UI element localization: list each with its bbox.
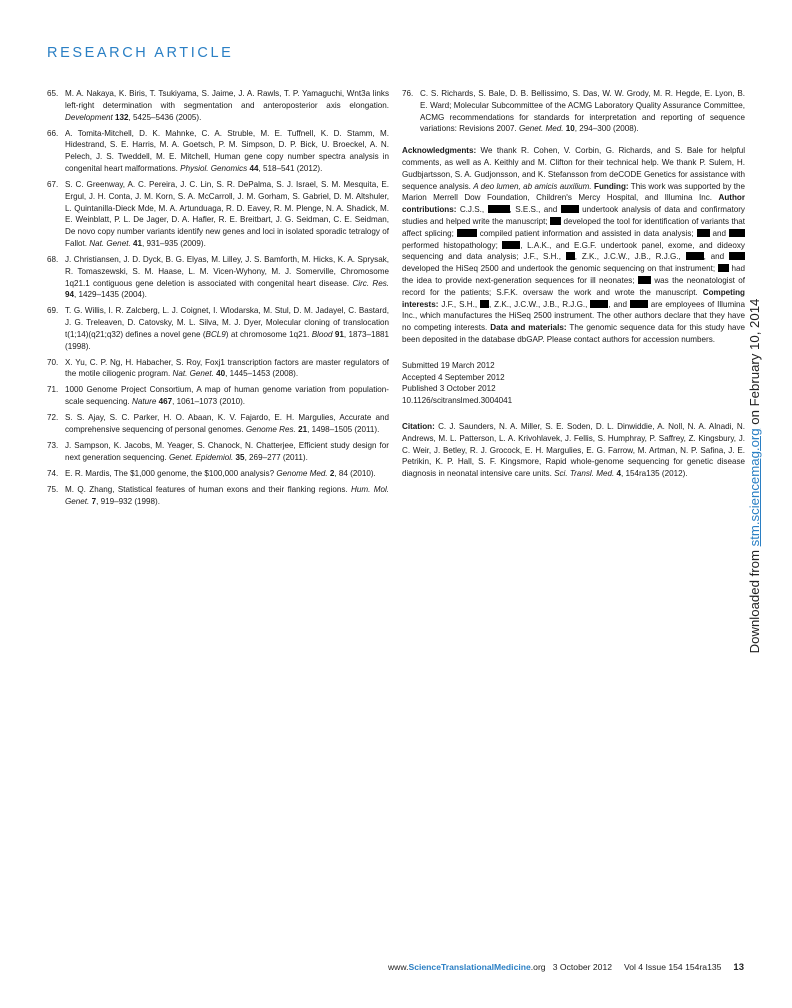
reference-text: M. A. Nakaya, K. Biris, T. Tsukiyama, S. Jaime, J. A. Rawls, T. P. Yamaguchi, Wnt3a links left-right determination with segmentation and anteroposterior axis elongation. xyxy=(65,89,389,110)
reference-item xyxy=(47,128,389,175)
redaction-block xyxy=(561,205,579,213)
acknowledgments xyxy=(402,145,745,346)
reference-number: 71. xyxy=(47,385,59,395)
contrib-text: developed the tool for identification of variants that affect splicing; xyxy=(402,216,745,238)
redaction-block xyxy=(488,205,510,213)
contrib-text: , S.E.S., and xyxy=(509,205,561,215)
reference-item xyxy=(47,412,389,436)
reference-number: 65. xyxy=(47,89,59,98)
reference-number: 74. xyxy=(47,468,59,478)
contrib-text: compiled patient information and assisted in data analysis; xyxy=(476,228,697,238)
redaction-block xyxy=(630,300,648,308)
citation-text: C. J. Saunders, N. A. Miller, S. E. Soden, D. L. Dinwiddie, A. Noll, N. A. Alnadi, N. Andrews, M. L. Patterson, L. A. Krivohlavek, J. Fellis, S. Humphray, P. Saffrey, Z. Kingsbury, J. C. Weir, J. Betley, R. J. Grocock, E. H. Margulies, E. G. Farrow, M. Artman, N. P. Safina, J. E. Petrikin, K. P. Hall, S. F. Kingsmore, Rapid whole-genome sequencing for genetic disease diagnosis in neonatal intensive care units. xyxy=(402,421,745,479)
data-text: The genomic sequence data for this study have been deposited in the database dbGAP. Please contact authors for accession numbers. xyxy=(402,323,745,344)
reference-volume: 467 xyxy=(158,397,173,407)
reference-volume: 35 xyxy=(235,452,245,462)
redaction-block xyxy=(686,252,704,260)
published-date: Published 3 October 2012 xyxy=(402,384,496,394)
reference-volume: 94 xyxy=(65,290,75,300)
watermark-link[interactable]: stm.sciencemag.org xyxy=(747,428,762,547)
watermark-prefix: Downloaded from xyxy=(747,546,762,654)
reference-journal: Development xyxy=(65,112,113,122)
citation xyxy=(402,421,745,480)
reference-number: 73. xyxy=(47,441,59,451)
funding-text: This work was supported by the Marion Merrell Dow Foundation, Children's Mercy Hospital, and Illumina Inc. xyxy=(402,181,746,203)
citation-journal: Sci. Transl. Med. xyxy=(554,469,615,479)
reference-volume: 41 xyxy=(132,238,142,248)
competing-text: are employees of Illumina Inc., which manufactures the HiSeq 2500 instrument. The other authors declare that they have no competing interests. xyxy=(402,299,745,333)
redaction-block xyxy=(480,300,489,308)
redaction-block xyxy=(729,229,745,237)
reference-text: ) at chromosome 1q21. xyxy=(225,329,312,339)
reference-item xyxy=(47,468,389,480)
reference-journal: Nat. Genet. xyxy=(172,369,214,379)
submitted-date: Submitted 19 March 2012 xyxy=(402,360,495,370)
reference-journal: Physiol. Genomics xyxy=(180,163,248,173)
doi: 10.1126/scitranslmed.3004041 xyxy=(402,396,513,406)
competing-text: J.F., S.H., xyxy=(438,299,480,309)
reference-text: T. G. Willis, I. R. Zalcberg, L. J. Coignet, I. Wlodarska, M. Stul, D. M. Jadayel, C. Bastard, J. G. Treleaven, D. Catovsky, M. L. Silva, M. J. Dyer, Molecular cloning of translocation t(1;14)(q21;q32) defines a novel gene ( xyxy=(65,306,389,339)
reference-text: S. S. Ajay, S. C. Parker, H. O. Abaan, K. V. Fajardo, E. H. Margulies, Accurate and comprehensive sequencing of personal genomes. xyxy=(65,413,389,435)
reference-text: , 1445–1453 (2008). xyxy=(225,369,299,379)
reference-text: , 518–541 (2012). xyxy=(258,163,323,173)
reference-text: J. Sampson, K. Jacobs, M. Yeager, S. Chanock, N. Chatterjee, Efficient study design for next generation sequencing. xyxy=(65,441,389,462)
accepted-date: Accepted 4 September 2012 xyxy=(402,372,505,382)
page-number: 13 xyxy=(733,962,744,973)
redaction-block xyxy=(550,217,561,225)
reference-text: S. C. Greenway, A. C. Pereira, J. C. Lin, S. R. DePalma, S. J. Israel, S. M. Mesquita, E. Ergul, J. H. Conta, J. M. Korn, S. A. McCarroll, J. M. Gorham, S. Gabriel, D. M. Altshuler, L. Quintanilla-Dieck Mde, M. A. Artunduaga, R. D. Eavey, R. M. Plenge, N. A. Shadick, M. E. Weinblatt, P. L. De Jager, D. A. Hafler, R. E. Breitbart, J. G. Seidman, C. E. Seidman, De novo copy number variants identify new genes and loci in isolated sporadic tetralogy of Fallot. xyxy=(65,179,389,248)
funding-label: Funding: xyxy=(591,181,629,191)
reference-item xyxy=(47,254,389,301)
reference-volume: 132 xyxy=(114,112,129,122)
reference-journal: Genet. Epidemiol. xyxy=(168,452,234,462)
reference-number: 68. xyxy=(47,254,59,264)
reference-item xyxy=(47,440,389,464)
publication-dates xyxy=(402,360,745,407)
redaction-block xyxy=(638,276,651,284)
reference-text: C. S. Richards, S. Bale, D. B. Bellissimo, S. Das, W. W. Grody, M. R. Hegde, E. Lyon, B. E. Ward; Molecular Subcommittee of the ACMG Laboratory Quality Assurance Committee, ACMG recommendations for standards for interpretation and reporting of sequence variations: Revisions 2007. xyxy=(420,89,745,134)
reference-item xyxy=(47,384,389,408)
reference-volume: 10 xyxy=(565,124,575,134)
reference-volume: 91 xyxy=(334,329,344,339)
reference-text: E. R. Mardis, The $1,000 genome, the $100,000 analysis? xyxy=(65,468,277,478)
reference-journal: Genet. Med. xyxy=(518,124,564,134)
redaction-block xyxy=(590,300,608,308)
reference-text: J. Christiansen, J. D. Dyck, B. G. Elyas, M. Lilley, J. S. Bamforth, M. Hicks, K. A. Sprysak, R. Tomaszewski, S. M. Haase, L. M. Vicen-Wyhony, M. J. Somerville, Chromosome 1q21.1 contiguous gene deletion is associated with congenital heart disease. xyxy=(65,254,389,288)
competing-label: Competing interests: xyxy=(402,287,745,309)
reference-journal: Blood xyxy=(311,329,333,339)
reference-journal: Nature xyxy=(132,397,157,407)
competing-text: , and xyxy=(608,299,630,309)
citation-volume: 4 xyxy=(614,469,621,479)
contrib-text: developed the HiSeq 2500 and undertook the genomic sequencing on that instrument; xyxy=(402,264,718,274)
reference-text: , 269–277 (2011). xyxy=(244,452,308,462)
contrib-text: and xyxy=(709,228,729,238)
redaction-block xyxy=(566,252,575,260)
reference-text: , 919–932 (1998). xyxy=(96,496,160,506)
data-label: Data and materials: xyxy=(490,323,567,333)
contrib-text: was the neonatologist of record for the patients; S.F.K. oversaw the work and wrote the manuscript. xyxy=(402,275,745,297)
right-column xyxy=(402,88,745,480)
reference-number: 75. xyxy=(47,484,59,494)
contrib-text: , L.A.K., and E.G.F. undertook panel, exome, and dideoxy sequencing and data analysis; J.F., S.H., xyxy=(402,240,745,262)
reference-volume: 44 xyxy=(249,163,259,173)
reference-number: 66. xyxy=(47,128,59,138)
reference-text: 1000 Genome Project Consortium, A map of human genome variation from population-scale sequencing. xyxy=(65,385,389,407)
contrib-text: , and xyxy=(703,252,729,262)
footer-issue-info: 3 October 2012 Vol 4 Issue 154 154ra135 xyxy=(552,962,722,972)
reference-text: , 1061–1073 (2010). xyxy=(172,397,246,407)
reference-journal: Circ. Res. xyxy=(352,278,389,288)
reference-item xyxy=(47,88,389,123)
redaction-block xyxy=(457,229,477,237)
reference-volume: 7 xyxy=(91,496,97,506)
reference-text: , 1498–1505 (2011). xyxy=(307,425,380,435)
reference-number: 69. xyxy=(47,306,59,316)
reference-text: M. Q. Zhang, Statistical features of human exons and their flanking regions. xyxy=(65,484,351,494)
ack-text: We thank R. Cohen, V. Corbin, G. Richards, and S. Bale for helpful comments, as well as A. Keithly and M. Clifton for their technical help. We thank P. Sulem, H. Gudbjartsson, S. A. Gudjonsson, and K. Stefansson from deCODE Genetics for assistance with sequence analysis. xyxy=(402,146,745,191)
competing-text: , Z.K., J.C.W., J.B., R.J.G., xyxy=(488,299,591,309)
section-label: RESEARCH ARTICLE xyxy=(47,45,234,61)
reference-journal: BCL9 xyxy=(205,329,226,339)
citation-label: Citation: xyxy=(402,421,435,431)
download-watermark xyxy=(746,268,768,684)
reference-item xyxy=(402,88,745,135)
reference-text: , 931–935 (2009). xyxy=(141,238,206,248)
reference-volume: 2 xyxy=(329,468,335,478)
contrib-text: C.J.S., xyxy=(456,205,488,215)
ack-label: Acknowledgments: xyxy=(402,146,477,156)
reference-item xyxy=(47,179,389,250)
footer-journal-link[interactable]: ScienceTranslationalMedicine xyxy=(408,962,531,972)
reference-text: , 294–300 (2008). xyxy=(574,124,639,134)
contrib-text: performed histopathology; xyxy=(402,240,503,250)
contrib-text: had the idea to provide next-generation sequences for ill neonates; xyxy=(402,264,745,285)
reference-text: , 1429–1435 (2004). xyxy=(74,290,147,300)
footer-www: www. xyxy=(387,962,409,972)
reference-item xyxy=(47,484,389,508)
contrib-text: undertook analysis of data and confirmatory studies and helped write the manuscript; xyxy=(402,205,745,226)
reference-number: 67. xyxy=(47,179,59,189)
reference-item xyxy=(47,305,389,352)
reference-volume: 40 xyxy=(216,369,226,379)
reference-item xyxy=(47,357,389,381)
page-footer xyxy=(388,962,744,973)
reference-text: A. Tomita-Mitchell, D. K. Mahnke, C. A. Struble, M. E. Tuffnell, K. D. Stamm, M. Hidestrand, S. E. Harris, M. A. Goetsch, P. M. Simpson, D. P. Bick, U. Broeckel, A. N. Pelech, J. S. Tweddell, M. E. Mitchell, Human gene copy number spectra analysis in congenital heart malformations. xyxy=(65,128,389,173)
reference-text: , 5425–5436 (2005). xyxy=(128,112,202,122)
reference-text: X. Yu, C. P. Ng, H. Habacher, S. Roy, Foxj1 transcription factors are master regulators of the motile ciliogenic program. xyxy=(65,357,389,379)
reference-journal: Genome Res. xyxy=(245,425,296,435)
redaction-block xyxy=(697,229,710,237)
reference-journal: Hum. Mol. Genet. xyxy=(65,484,389,506)
citation-text: , 154ra135 (2012). xyxy=(620,469,688,479)
contrib-label: Author contributions: xyxy=(402,193,745,215)
redaction-block xyxy=(502,241,520,249)
footer-org: .org xyxy=(530,962,546,972)
reference-number: 76. xyxy=(402,89,414,98)
reference-text: , 1873–1881 (1998). xyxy=(65,329,389,351)
reference-volume: 21 xyxy=(298,425,308,435)
redaction-block xyxy=(729,252,745,260)
contrib-text: , Z.K., J.C.W., J.B., R.J.G., xyxy=(574,252,686,262)
reference-number: 70. xyxy=(47,357,59,367)
reference-text: , 84 (2010). xyxy=(334,468,376,478)
references-left-column xyxy=(47,88,389,512)
reference-journal: Nat. Genet. xyxy=(89,238,131,248)
reference-number: 72. xyxy=(47,413,59,423)
redaction-block xyxy=(718,264,729,272)
watermark-suffix: on February 10, 2014 xyxy=(747,298,762,429)
motto: A deo lumen, ab amicis auxilium. xyxy=(473,181,592,191)
reference-journal: Genome Med. xyxy=(276,468,328,478)
